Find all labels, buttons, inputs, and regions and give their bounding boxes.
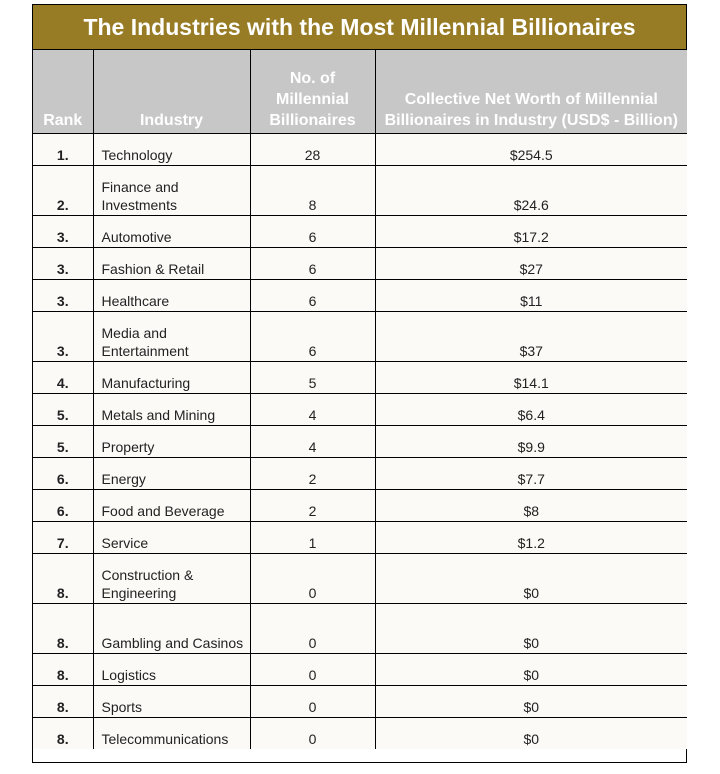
table-body	[33, 134, 687, 750]
table-row	[33, 394, 687, 426]
industry-cell: Manufacturing	[93, 362, 250, 394]
rank-cell: 8.	[33, 654, 93, 686]
industry-cell: Healthcare	[93, 280, 250, 312]
net-worth-cell: $11	[375, 280, 687, 312]
net-worth-cell: $0	[375, 554, 687, 604]
net-worth-cell: $1.2	[375, 522, 687, 554]
rank-cell: 2.	[33, 166, 93, 216]
net-worth-cell: $254.5	[375, 134, 687, 166]
column-header-count: No. of Millennial Billionaires	[250, 50, 375, 134]
table-row	[33, 686, 687, 718]
table-title: The Industries with the Most Millennial Billionaires	[33, 5, 686, 50]
rank-cell: 6.	[33, 458, 93, 490]
count-cell: 0	[250, 686, 375, 718]
table-row	[33, 522, 687, 554]
rank-cell: 3.	[33, 280, 93, 312]
count-cell: 6	[250, 280, 375, 312]
net-worth-cell: $0	[375, 654, 687, 686]
count-cell: 6	[250, 216, 375, 248]
net-worth-cell: $7.7	[375, 458, 687, 490]
count-cell: 4	[250, 394, 375, 426]
industry-cell: Logistics	[93, 654, 250, 686]
table-row	[33, 166, 687, 216]
industry-cell: Sports	[93, 686, 250, 718]
rank-cell: 1.	[33, 134, 93, 166]
net-worth-cell: $0	[375, 604, 687, 654]
count-cell: 0	[250, 654, 375, 686]
count-cell: 1	[250, 522, 375, 554]
table-row	[33, 312, 687, 362]
count-cell: 0	[250, 604, 375, 654]
industry-cell: Fashion & Retail	[93, 248, 250, 280]
table-row	[33, 604, 687, 654]
net-worth-cell: $14.1	[375, 362, 687, 394]
net-worth-cell: $27	[375, 248, 687, 280]
column-header-net-worth: Collective Net Worth of Millennial Billionaires in Industry (USD$ - Billion)	[375, 50, 687, 134]
net-worth-cell: $8	[375, 490, 687, 522]
industry-cell: Metals and Mining	[93, 394, 250, 426]
net-worth-cell: $6.4	[375, 394, 687, 426]
count-cell: 6	[250, 312, 375, 362]
table-row	[33, 362, 687, 394]
rank-cell: 4.	[33, 362, 93, 394]
net-worth-cell: $17.2	[375, 216, 687, 248]
count-cell: 2	[250, 490, 375, 522]
rank-cell: 3.	[33, 248, 93, 280]
table-row	[33, 458, 687, 490]
rank-cell: 3.	[33, 312, 93, 362]
rank-cell: 8.	[33, 686, 93, 718]
rank-cell: 3.	[33, 216, 93, 248]
rank-cell: 6.	[33, 490, 93, 522]
net-worth-cell: $24.6	[375, 166, 687, 216]
count-cell: 2	[250, 458, 375, 490]
table-row	[33, 718, 687, 750]
rank-cell: 5.	[33, 426, 93, 458]
column-header-industry: Industry	[93, 50, 250, 134]
rank-cell: 8.	[33, 554, 93, 604]
column-header-rank: Rank	[33, 50, 93, 134]
industry-cell: Construction & Engineering	[93, 554, 250, 604]
table-frame	[32, 4, 687, 763]
table-row	[33, 134, 687, 166]
rank-cell: 8.	[33, 604, 93, 654]
net-worth-cell: $0	[375, 718, 687, 750]
industry-cell: Finance and Investments	[93, 166, 250, 216]
industry-cell: Service	[93, 522, 250, 554]
table-row	[33, 490, 687, 522]
rank-cell: 5.	[33, 394, 93, 426]
table-row	[33, 216, 687, 248]
industry-cell: Technology	[93, 134, 250, 166]
header-row	[33, 50, 687, 134]
count-cell: 4	[250, 426, 375, 458]
count-cell: 5	[250, 362, 375, 394]
count-cell: 0	[250, 718, 375, 750]
table-row	[33, 280, 687, 312]
table-row	[33, 248, 687, 280]
rank-cell: 8.	[33, 718, 93, 750]
industry-cell: Media and Entertainment	[93, 312, 250, 362]
billionaires-table	[33, 50, 687, 749]
count-cell: 0	[250, 554, 375, 604]
net-worth-cell: $0	[375, 686, 687, 718]
rank-cell: 7.	[33, 522, 93, 554]
industry-cell: Property	[93, 426, 250, 458]
net-worth-cell: $37	[375, 312, 687, 362]
industry-cell: Gambling and Casinos	[93, 604, 250, 654]
industry-cell: Telecommunications	[93, 718, 250, 750]
industry-cell: Automotive	[93, 216, 250, 248]
count-cell: 28	[250, 134, 375, 166]
table-row	[33, 654, 687, 686]
net-worth-cell: $9.9	[375, 426, 687, 458]
industry-cell: Food and Beverage	[93, 490, 250, 522]
industry-cell: Energy	[93, 458, 250, 490]
table-row	[33, 426, 687, 458]
table-row	[33, 554, 687, 604]
count-cell: 6	[250, 248, 375, 280]
count-cell: 8	[250, 166, 375, 216]
